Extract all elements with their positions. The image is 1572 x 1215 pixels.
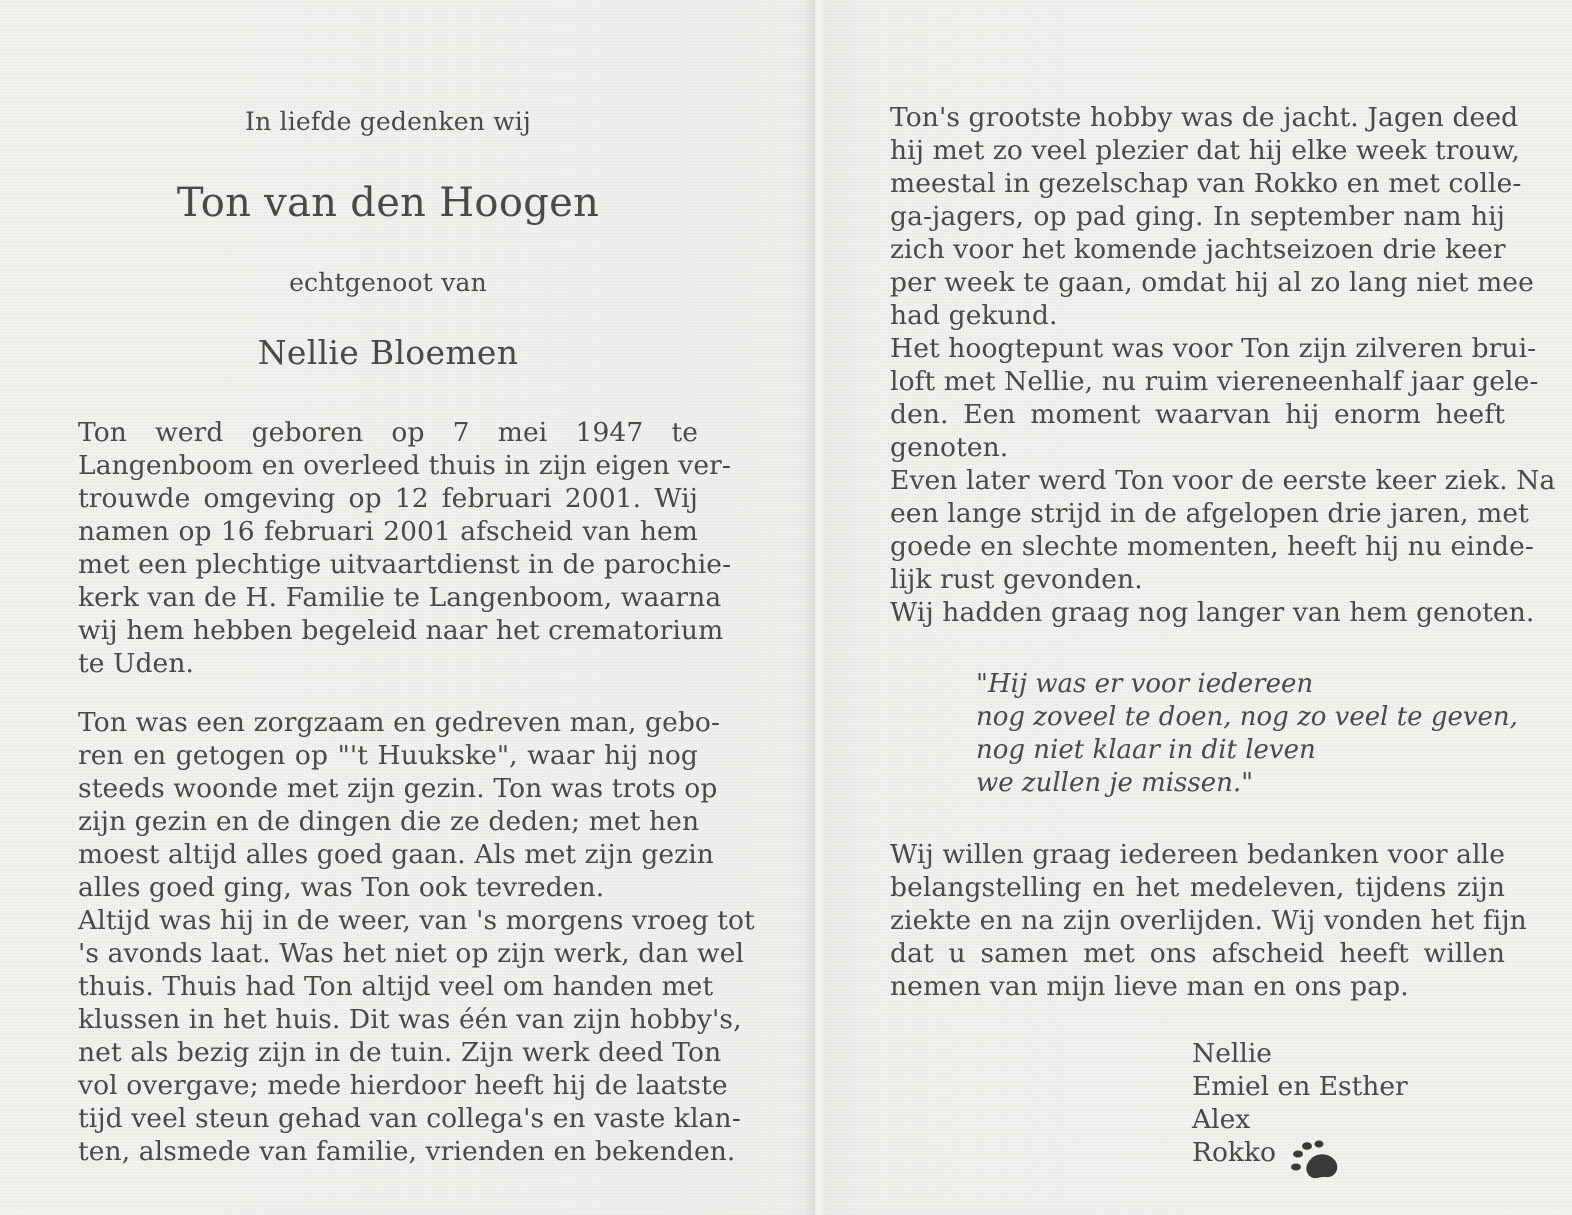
text-line: met een plechtige uitvaartdienst in de parochie- (78, 549, 732, 580)
relation-text: echtgenoot van (289, 268, 487, 297)
text-line: Het hoogtepunt was voor Ton zijn zilveren brui- (890, 333, 1537, 364)
text-line: Ton werd geboren op 7 mei 1947 te (78, 417, 698, 448)
text-line: dat u samen met ons afscheid heeft willen (890, 938, 1505, 969)
signature-name: Emiel en Esther (1192, 1071, 1408, 1102)
text-line: Altijd was hij in de weer, van 's morgens vroeg tot (78, 905, 755, 936)
text-line: genoten. (890, 432, 1009, 463)
spouse-name: Nellie Bloemen (257, 333, 519, 372)
deceased-name: Ton van den Hoogen (176, 180, 600, 226)
text-line: ga-jagers, op pad ging. In september nam hij (890, 201, 1505, 232)
poem-line: we zullen je missen." (976, 768, 1254, 798)
text-line: ten, alsmede van familie, vrienden en bekenden. (78, 1136, 736, 1167)
text-line: trouwde omgeving op 12 februari 2001. Wij (78, 483, 698, 514)
text-line: wij hem hebben begeleid naar het crematorium (78, 615, 724, 646)
text-line: nemen van mijn lieve man en ons pap. (890, 971, 1409, 1002)
text-line: net als bezig zijn in de tuin. Zijn werk deed Ton (78, 1037, 722, 1068)
text-line: Langenboom en overleed thuis in zijn eigen ver- (78, 450, 731, 481)
intro-text: In liefde gedenken wij (245, 107, 531, 136)
text-line: te Uden. (78, 648, 195, 679)
text-line: zich voor het komende jachtseizoen drie keer (890, 234, 1506, 265)
text-line: goede en slechte momenten, heeft hij nu einde- (890, 531, 1534, 562)
text-line: kerk van de H. Familie te Langenboom, waarna (78, 582, 722, 613)
text-line: den. Een moment waarvan hij enorm heeft (890, 399, 1505, 430)
paw-print-icon (1290, 1140, 1346, 1184)
signature-name: Alex (1192, 1104, 1251, 1135)
text-line: Wij hadden graag nog langer van hem genoten. (890, 597, 1535, 628)
text-line: Even later werd Ton voor de eerste keer ziek. Na (890, 465, 1556, 496)
text-line: loft met Nellie, nu ruim viereneenhalf jaar gele- (890, 366, 1539, 397)
poem-line: "Hij was er voor iedereen (976, 669, 1314, 699)
text-line: ziekte en na zijn overlijden. Wij vonden het fijn (890, 905, 1527, 936)
text-line: Wij willen graag iedereen bedanken voor alle (890, 839, 1505, 870)
text-line: meestal in gezelschap van Rokko en met colle- (890, 168, 1522, 199)
text-line: belangstelling en het medeleven, tijdens zijn (890, 872, 1505, 903)
text-line: had gekund. (890, 300, 1058, 331)
text-line: lijk rust gevonden. (890, 564, 1143, 595)
text-line: Ton's grootste hobby was de jacht. Jagen deed (890, 102, 1519, 133)
text-line: namen op 16 februari 2001 afscheid van hem (78, 516, 698, 547)
text-line: hij met zo veel plezier dat hij elke week trouw, (890, 135, 1520, 166)
text-line: alles goed ging, was Ton ook tevreden. (78, 872, 605, 903)
poem-line: nog niet klaar in dit leven (976, 735, 1316, 765)
text-line: klussen in het huis. Dit was één van zijn hobby's, (78, 1004, 742, 1035)
text-line: ren en getogen op "'t Huukske", waar hij nog (78, 740, 698, 771)
text-line: Ton was een zorgzaam en gedreven man, gebo- (78, 707, 721, 738)
signature-name: Rokko (1192, 1137, 1276, 1168)
text-line: zijn gezin en de dingen die ze deden; met hen (78, 806, 700, 837)
text-line: thuis. Thuis had Ton altijd veel om handen met (78, 971, 714, 1002)
text-line: moest altijd alles goed gaan. Als met zijn gezin (78, 839, 714, 870)
text-line: vol overgave; mede hierdoor heeft hij de laatste (78, 1070, 728, 1101)
card-fold (804, 0, 826, 1215)
text-line: steeds woonde met zijn gezin. Ton was trots op (78, 773, 718, 804)
text-line: tijd veel steun gehad van collega's en vaste klan- (78, 1103, 741, 1134)
text-line: 's avonds laat. Was het niet op zijn werk, dan wel (78, 938, 745, 969)
text-line: een lange strijd in de afgelopen drie jaren, met (890, 498, 1529, 529)
poem-line: nog zoveel te doen, nog zo veel te geven, (976, 702, 1518, 732)
text-line: per week te gaan, omdat hij al zo lang niet mee (890, 267, 1534, 298)
signature-name: Nellie (1192, 1038, 1272, 1069)
